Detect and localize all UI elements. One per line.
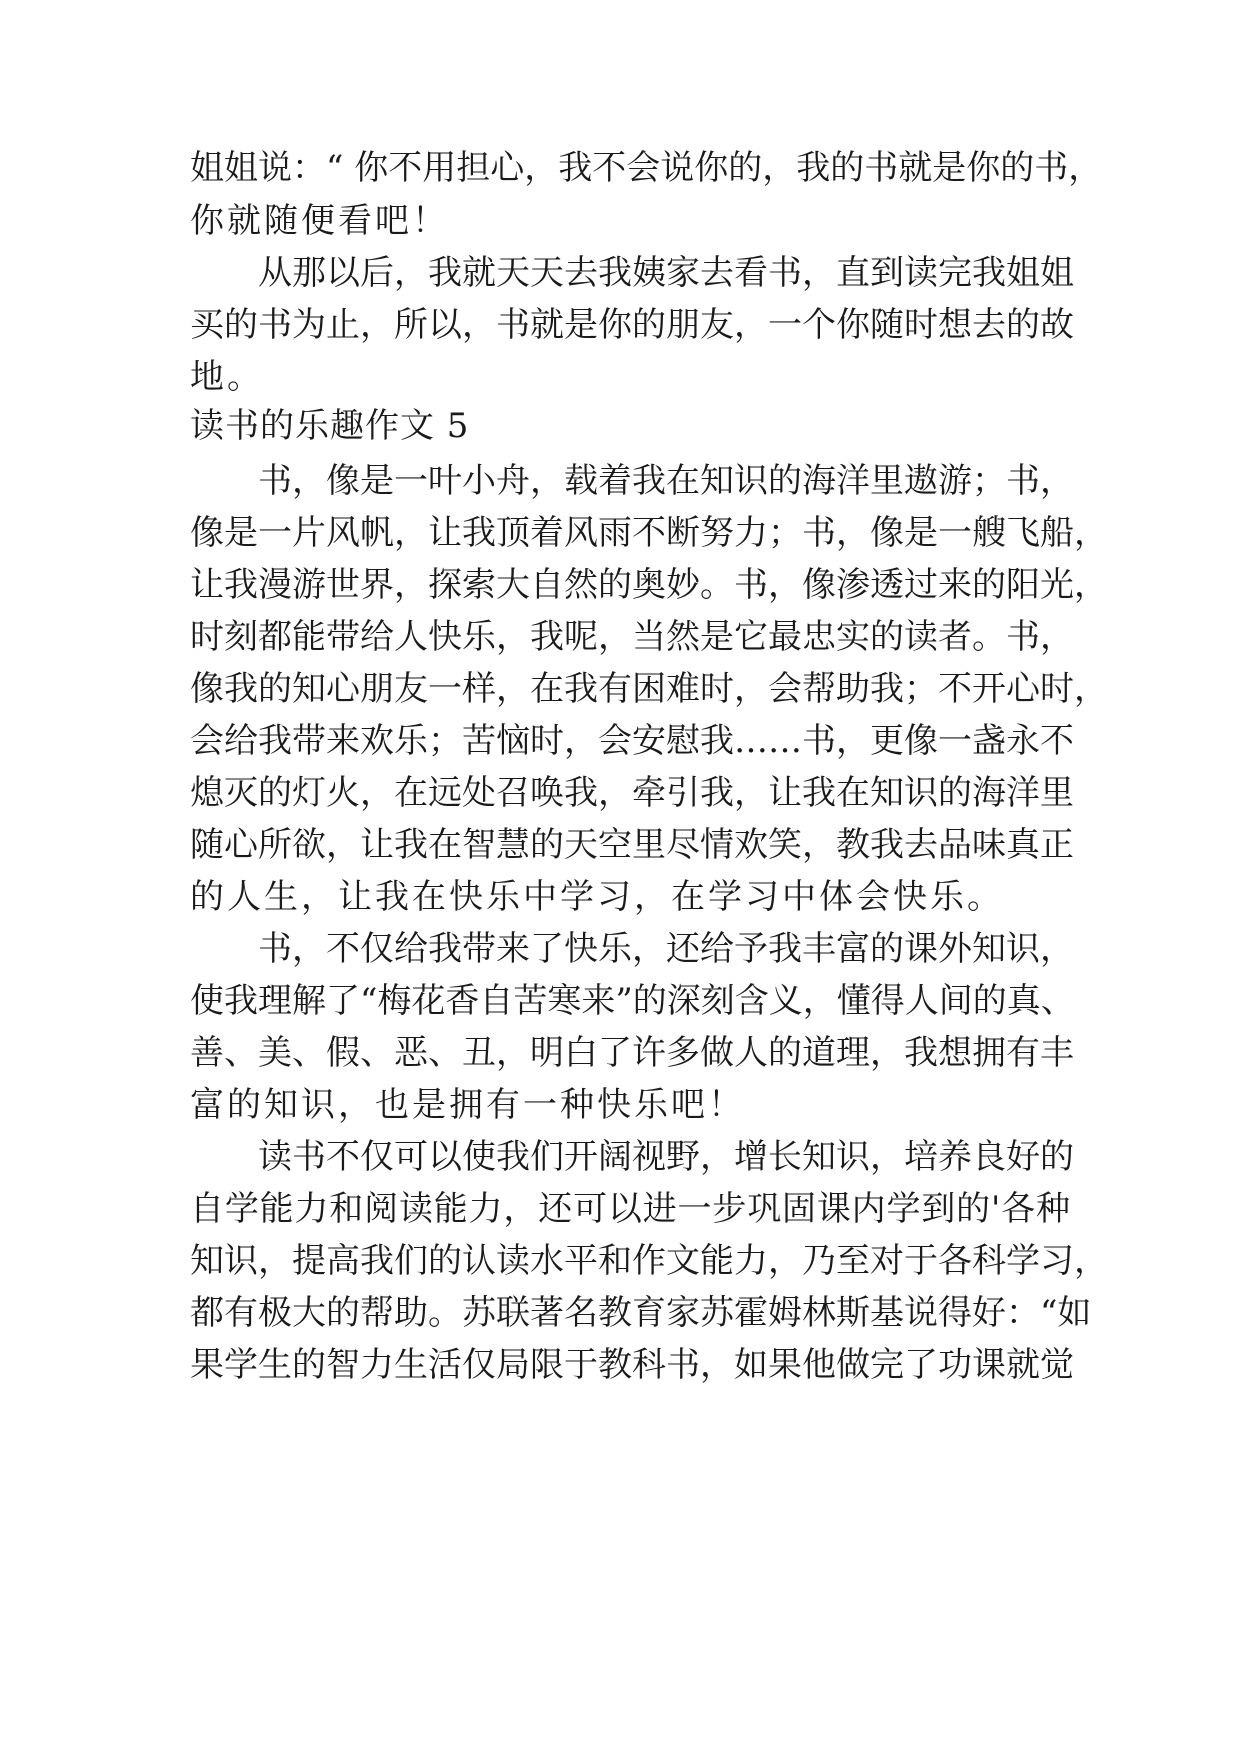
text-line: 书，像是一叶小舟，载着我在知识的海洋里遨游；书，: [258, 461, 1074, 501]
text-line: 果学生的智力生活仅局限于教科书，如果他做完了功课就觉: [190, 1345, 1074, 1385]
text-line: 富的知识，也是拥有一种快乐吧！: [190, 1085, 745, 1125]
text-line: 从那以后，我就天天去我姨家去看书，直到读完我姐姐: [258, 253, 1074, 293]
text-line: 的人生，让我在快乐中学习，在学习中体会快乐。: [190, 877, 1004, 917]
text-line: 买的书为止，所以，书就是你的朋友，一个你随时想去的故: [190, 305, 1074, 345]
text-line: 像是一片风帆，让我顶着风雨不断努力；书，像是一艘飞船，: [190, 513, 1108, 553]
text-line: 自学能力和阅读能力，还可以进一步巩固课内学到的'各种: [190, 1189, 1070, 1229]
text-line: 使我理解了“梅花香自苦寒来”的深刻含义，懂得人间的真、: [190, 981, 1075, 1021]
text-line: 知识，提高我们的认读水平和作文能力，乃至对于各科学习，: [190, 1241, 1108, 1281]
text-line: 读书不仅可以使我们开阔视野，增长知识，培养良好的: [258, 1137, 1074, 1177]
text-line: 像我的知心朋友一样，在我有困难时，会帮助我；不开心时，: [190, 669, 1108, 709]
text-line: 时刻都能带给人快乐，我呢，当然是它最忠实的读者。书，: [190, 617, 1074, 657]
text-line: 你就随便看吧！: [190, 201, 449, 241]
section-title: 读书的乐趣作文 5: [190, 406, 470, 446]
text-line: 都有极大的帮助。苏联著名教育家苏霍姆林斯基说得好：“如: [190, 1293, 1092, 1333]
text-line: 随心所欲，让我在智慧的天空里尽情欢笑，教我去品味真正: [190, 825, 1074, 865]
text-line: 善、美、假、恶、丑，明白了许多做人的道理，我想拥有丰: [190, 1033, 1074, 1073]
text-line: 书，不仅给我带来了快乐，还给予我丰富的课外知识，: [258, 929, 1074, 969]
text-line: 会给我带来欢乐；苦恼时，会安慰我……书，更像一盏永不: [190, 721, 1074, 761]
text-line: 让我漫游世界，探索大自然的奥妙。书，像渗透过来的阳光，: [190, 565, 1108, 605]
text-line: 姐姐说：“ 你不用担心，我不会说你的，我的书就是你的书，: [190, 148, 1103, 188]
text-line: 熄灭的灯火，在远处召唤我，牵引我，让我在知识的海洋里: [190, 773, 1074, 813]
text-line: 地。: [190, 357, 264, 397]
